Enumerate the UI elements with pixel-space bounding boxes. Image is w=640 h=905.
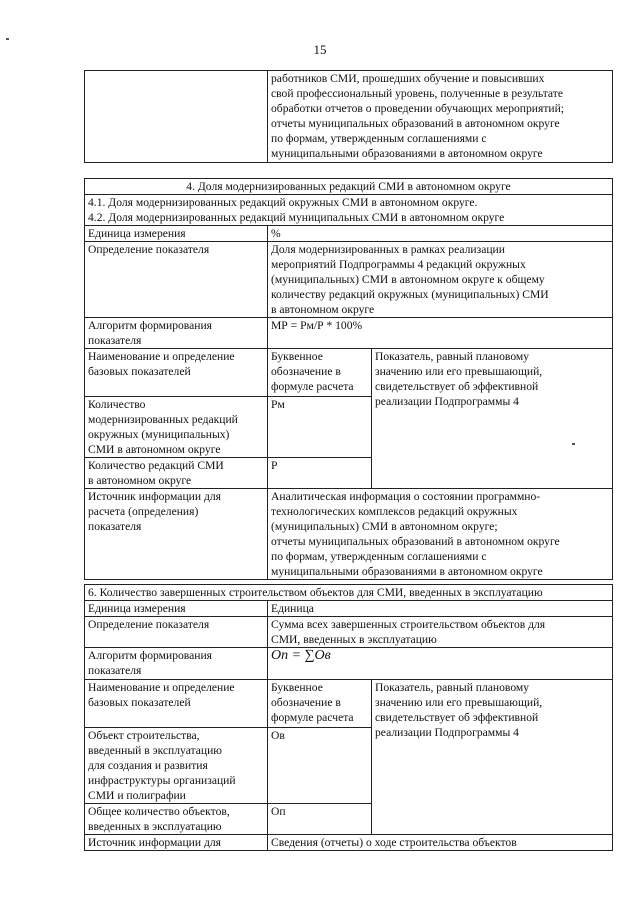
unit-value: %	[268, 226, 613, 242]
source-label: Источник информации для	[85, 835, 268, 851]
base-indicator-1-symbol: Рм	[268, 397, 372, 458]
base-indicator-2-label	[85, 804, 268, 835]
scan-speck	[6, 38, 9, 40]
definition-label: Определение показателя	[85, 242, 268, 318]
text-line: свидетельствует об эффективной	[375, 711, 539, 724]
text-line: базовых показателей	[88, 696, 191, 709]
text-line: Алгоритм формирования	[88, 649, 212, 662]
text-line: Показатель, равный плановому	[375, 350, 530, 363]
continuation-table	[84, 70, 613, 163]
text-line: (муниципальных) СМИ в автономном округе;	[271, 520, 498, 533]
letter-designation-label	[268, 680, 372, 728]
text-line: обозначение в	[271, 696, 341, 709]
base-indicators-label	[85, 349, 268, 397]
text-line: показателя	[88, 334, 142, 347]
text-line: базовых показателей	[88, 365, 191, 378]
base-indicator-2-symbol: Р	[268, 458, 372, 489]
text-line: Показатель, равный плановому	[375, 681, 530, 694]
text-line: Сумма всех завершенных строительством объектов для	[271, 618, 546, 631]
algorithm-formula: МР = Рм/Р * 100%	[268, 318, 613, 349]
text-line: Аналитическая информация о состоянии программно-	[271, 490, 541, 503]
text-line: муниципальными образованиями в автономном округе	[271, 147, 543, 160]
text-line: отчеты муниципальных образований в автономном округе	[271, 117, 560, 130]
base-indicators-label	[85, 680, 268, 728]
text-line: реализации Подпрограммы 4	[375, 395, 519, 408]
subtitle-line: 4.2. Доля модернизированных редакций муниципальных СМИ в автономном округе	[88, 211, 505, 224]
letter-designation-label	[268, 349, 372, 397]
text-line: свой профессиональный уровень, полученные в результате	[271, 87, 563, 100]
text-line: Доля модернизированных в рамках реализации	[271, 243, 505, 256]
text-line: обозначение в	[271, 365, 341, 378]
source-value	[268, 489, 613, 580]
text-line: значению или его превышающий,	[375, 696, 543, 709]
indicator-subtitles	[85, 195, 613, 226]
text-line: (муниципальных) СМИ в автономном округе к общему	[271, 273, 545, 286]
source-label	[85, 489, 268, 580]
algorithm-label	[85, 648, 268, 680]
text-line: Наименование и определение	[88, 350, 235, 363]
source-text-cell	[268, 71, 613, 163]
scan-speck	[572, 443, 575, 445]
algorithm-label	[85, 318, 268, 349]
text-line: свидетельствует об эффективной	[375, 380, 539, 393]
algorithm-formula: Оп = ∑Ов	[268, 648, 613, 680]
text-line: количеству редакций окружных (муниципальных) СМИ	[271, 288, 549, 301]
text-line: обработки отчетов о проведении обучающих мероприятий;	[271, 102, 565, 115]
text-line: мероприятий Подпрограммы 4 редакций окружных	[271, 258, 526, 271]
text-line: Количество редакций СМИ	[88, 459, 224, 472]
base-indicator-1-symbol: Ов	[268, 728, 372, 804]
text-line: значению или его превышающий,	[375, 365, 543, 378]
text-line: Объект строительства,	[88, 729, 200, 742]
text-line: модернизированных редакций	[88, 413, 238, 426]
text-line: по формам, утвержденным соглашениями с	[271, 550, 487, 563]
definition-value	[268, 617, 613, 648]
empty-cell	[85, 71, 268, 163]
text-line: Количество	[88, 398, 146, 411]
text-line: окружных (муниципальных)	[88, 428, 230, 441]
page-number: 15	[313, 42, 327, 57]
unit-label: Единица измерения	[85, 226, 268, 242]
source-value: Сведения (отчеты) о ходе строительства объектов	[268, 835, 613, 851]
text-line: отчеты муниципальных образований в автономном округе	[271, 535, 560, 548]
indicator-4-table	[84, 178, 613, 580]
text-line: СМИ в автономном округе	[88, 443, 221, 456]
base-indicator-1-label	[85, 397, 268, 458]
unit-label: Единица измерения	[85, 601, 268, 617]
definition-label: Определение показателя	[85, 617, 268, 648]
subtitle-line: 4.1. Доля модернизированных редакций окружных СМИ в автономном округе.	[88, 196, 478, 209]
base-indicator-1-label	[85, 728, 268, 804]
indicator-title: 6. Количество завершенных строительством объектов для СМИ, введенных в эксплуатацию	[85, 585, 613, 601]
assessment-text	[372, 680, 613, 835]
text-line: СМИ и полиграфии	[88, 789, 186, 802]
assessment-text	[372, 349, 613, 489]
text-line: введенных в эксплуатацию	[88, 820, 222, 833]
text-line: показателя	[88, 520, 142, 533]
text-line: Наименование и определение	[88, 681, 235, 694]
text-line: по формам, утвержденным соглашениями с	[271, 132, 487, 145]
unit-value: Единица	[268, 601, 613, 617]
base-indicator-2-symbol: Оп	[268, 804, 372, 835]
text-line: расчета (определения)	[88, 505, 199, 518]
text-line: муниципальными образованиями в автономном округе	[271, 565, 543, 578]
text-line: СМИ, введенных в эксплуатацию	[271, 633, 437, 646]
definition-value	[268, 242, 613, 318]
text-line: Источник информации для	[88, 490, 221, 503]
text-line: технологических комплексов редакций окружных	[271, 505, 518, 518]
text-line: показателя	[88, 664, 142, 677]
text-line: Общее количество объектов,	[88, 805, 230, 818]
base-indicator-2-label	[85, 458, 268, 489]
indicator-6-table	[84, 584, 613, 851]
text-line: формуле расчета	[271, 711, 354, 724]
text-line: в автономном округе	[88, 474, 192, 487]
text-line: для создания и развития	[88, 759, 208, 772]
text-line: в автономном округе	[271, 303, 375, 316]
text-line: формуле расчета	[271, 380, 354, 393]
text-line: Буквенное	[271, 350, 323, 363]
text-line: Алгоритм формирования	[88, 319, 212, 332]
text-line: работников СМИ, прошедших обучение и повысивших	[271, 72, 545, 85]
text-line: инфраструктуры организаций	[88, 774, 236, 787]
indicator-title: 4. Доля модернизированных редакций СМИ в автономном округе	[85, 179, 613, 195]
text-line: Буквенное	[271, 681, 323, 694]
text-line: реализации Подпрограммы 4	[375, 726, 519, 739]
text-line: введенный в эксплуатацию	[88, 744, 222, 757]
